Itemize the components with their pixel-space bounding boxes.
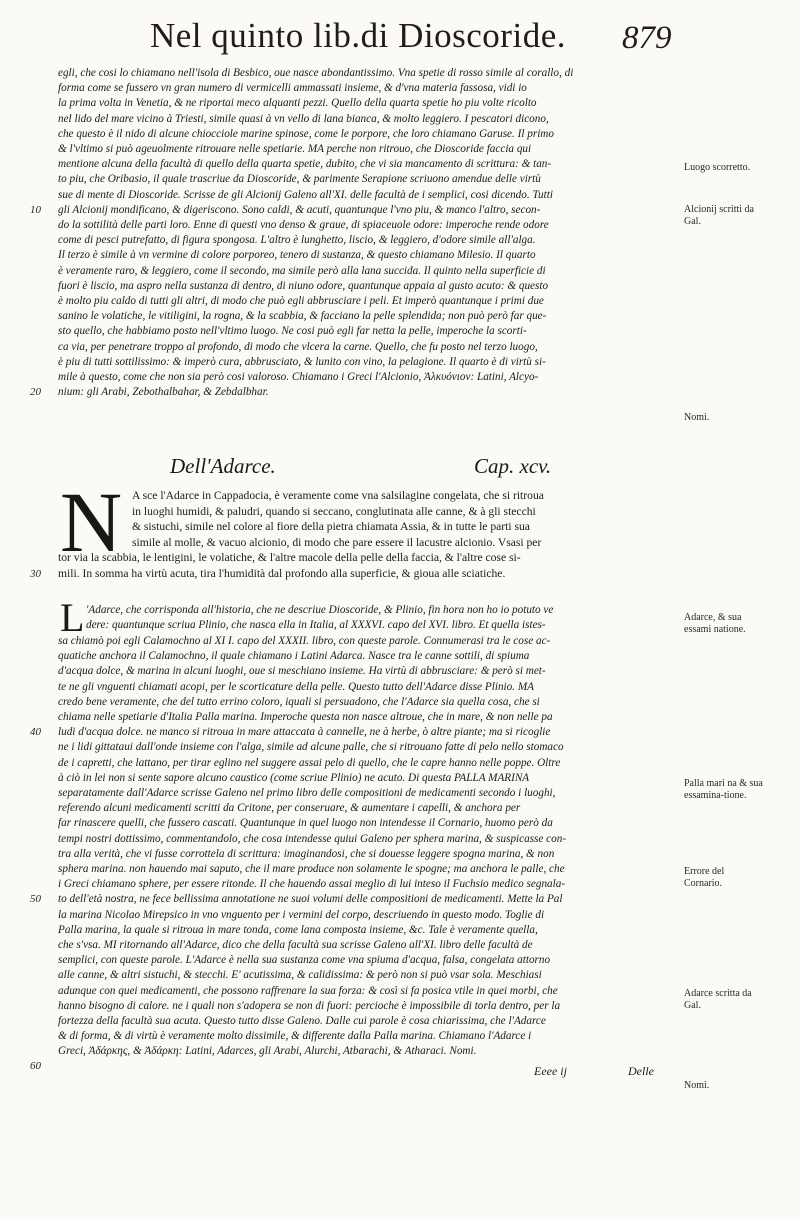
text-line: è veramente raro, & leggiero, come il secondo, ma simile però alla lana succida. Il quinto nella superficie di	[58, 264, 546, 277]
text-line: & di forma, & di virtù è veramente molto dissimile, & differente dalla Palla marina. Chiamano l'Adarce i	[58, 1030, 532, 1043]
line-number: 20	[30, 386, 41, 398]
text-line: 'Adarce, che corrisponda all'historia, che ne descriue Dioscoride, & Plinio, fin hora non ho io potuto ve	[86, 604, 554, 616]
dioscorides-text-continued	[58, 550, 678, 581]
text-line: te ne gli vnguenti chiamati acopi, per le scorticature della pelle. Questo tutto dell'Adarce disse Plinio. MA	[58, 680, 534, 693]
chapter-heading	[170, 454, 600, 484]
text-line: mili. In somma ha virtù acuta, tira l'humidità dal profondo alla superficie, & gioua alle sciatiche.	[58, 566, 506, 580]
text-line: mile à questo, come che non sia però cosi valoroso. Chiamano i Greci l'Alcionio, Ἀλκυόνιον: Latini, Alcyo-	[58, 371, 539, 384]
text-line: quatiche anchora il Calamochno, il quale chiamano i Latini Adarca. Nasce tra le canne sottili, di spiuma	[58, 650, 530, 663]
text-line: fuori è liscio, ma aspro nella sustanza di dentro, di niuno odore, quantunque appaia al gusto acuto: & questo	[58, 279, 549, 292]
chapter-number: Cap. xcv.	[474, 454, 552, 478]
text-line: referendo alcuni medicamenti scritti da Critone, per conseruare, & aumentare i capelli, & anchora per	[58, 802, 521, 815]
text-line: tor via la scabbia, le lentigini, le volatiche, & l'altre macole della pelle della faccia, & l'altre cose si-	[58, 551, 521, 564]
margin-note: Alcionij scritti da Gal.	[684, 204, 754, 227]
commentary-block-alcionij	[58, 66, 678, 400]
line-number: 50	[30, 893, 41, 905]
text-line: la marina Nicolao Mirepsico in vno vnguento per i vermini del corpo, descriuendo in questo modo. Toglie di	[58, 908, 545, 921]
text-line: è piu di tutti sottilissimo: & imperò cura, abbrusciato, & lunito con vino, la pelagione. Il quarto è di virtù si-	[58, 355, 546, 368]
text-line: de i capretti, che lattano, per tirar eglino nel suggere assai pelo di quello, che le capre hanno nelle poppe. Oltre	[58, 756, 561, 769]
text-line: sanino le volatiche, le vitiligini, la rogna, & la scabbia, & facciano la pelle splendida; non può però far que-	[58, 310, 547, 323]
text-line: mentione alcuna della facultà di quello della quarta spetie, dubito, che vi sia mancamento di scrittura: & tan-	[58, 158, 552, 171]
margin-note: Adarce, & sua essami natione.	[684, 612, 746, 635]
text-line: ca via, per penetrare troppo al profondo, di modo che vlcera la carne. Quello, che fu posto nel terzo luogo,	[58, 340, 538, 353]
text-line: come di pesci putrefatto, di figura spongosa. L'altro è lunghetto, liscio, & leggiero, d'odore simile all'alga.	[58, 234, 536, 247]
line-number: 10	[30, 204, 41, 216]
text-line: simile al molle, & vacuo alcionio, di modo che pare essere il lacustre alcionio. Vsasi per	[132, 535, 542, 549]
text-line: dere: quantunque scriua Plinio, che nasca ella in Italia, al XXXVI. capo del XVI. libro. Et quella istes-	[86, 619, 546, 632]
margin-note: Palla mari na & sua essamina-tione.	[684, 778, 763, 801]
text-line: A sce l'Adarce in Cappadocia, è veramente come vna salsilagine congelata, che si ritroua	[132, 489, 544, 502]
text-line: egli, che cosi lo chiamano nell'isola di Besbico, oue nasce abondantissimo. Vna spetie di rosso simile al corallo, di	[58, 67, 574, 79]
text-line: semplici, con queste parole. L'Adarce è nella sua sustanza come vna spiuma d'acqua, falsa, congelata attorno	[58, 954, 551, 967]
margin-note: Nomi.	[684, 412, 710, 423]
running-title: Nel quinto lib.di Dioscoride.	[150, 16, 566, 55]
text-line: che questo è il nido di alcune chiocciole marine spinose, come le porpore, che loro chiamano Garuse. Il primo	[58, 127, 554, 140]
drop-capital: L	[60, 595, 85, 640]
line-number: 40	[30, 726, 41, 738]
text-line: Greci, Ἀδάρκης, & Ἀδάρκη: Latini, Adarces, gli Arabi, Alurchi, Atbarachi, & Atharaci. Nomi.	[58, 1045, 477, 1058]
text-line: tempi nostri dottissimo, commentandolo, che cosa intendesse quiui Galeno per sphera marina, & suspicasse con-	[58, 832, 567, 845]
catchword: Delle	[628, 1064, 654, 1078]
text-line: to dell'età nostra, ne fece bellissima annotatione ne suoi volumi delle compositioni de medicamenti. Mette la Pal	[58, 893, 563, 906]
line-number: 30	[30, 568, 41, 580]
drop-capital: N	[60, 474, 123, 570]
commentary-block-adarce	[86, 603, 678, 633]
margin-note: Luogo scorretto.	[684, 162, 751, 173]
text-line: Il terzo è simile à vn vermine di colore porporeo, tenero di sustanza, & questo chiamano Milesio. Il quarto	[58, 249, 536, 262]
text-line: separatamente dall'Adarce scrisse Galeno nel primo libro delle compositioni de medicamenti secondo i luoghi,	[58, 787, 556, 800]
text-line: far rinascere quelli, che fussero cascati. Quantunque in quel luogo non intendesse il Cornario, huomo però da	[58, 817, 553, 830]
text-line: chiama nelle spetiarie d'Italia Palla marina. Imperoche questa non nasce altroue, che in mare, & non nelle pa	[58, 711, 553, 724]
line-number: 60	[30, 1060, 41, 1072]
page-number: 879	[622, 20, 672, 56]
text-line: fortezza della facultà sua acuta. Questo tutto disse Galeno. Dalle cui parole è cosa chiarissima, che l'Adarce	[58, 1015, 546, 1028]
text-line: d'acqua dolce, & marina in alcuni luoghi, oue si meschiano insieme. Ha virtù di abbrusciare: & però si met-	[58, 665, 546, 678]
text-line: ne i lidi gittataui dall'onde insieme con l'alga, simile ad alcune palle, che si ritrouano fatte di pelo nello stomaco	[58, 741, 564, 754]
text-line: to piu, che Oribasio, il quale trascriue da Dioscoride, & parimente Serapione scriuono amendue delle virtù	[58, 173, 541, 186]
text-line: che s'vsa. MI ritornando all'Adarce, dico che della facultà sua scrisse Galeno all'XI. libro delle facultà de	[58, 939, 533, 952]
margin-note: Adarce scritta da Gal.	[684, 988, 752, 1011]
text-line: tra alla verità, che vi fusse corrottela di scrittura: imaginandosi, che si douesse leggere spogna marina, & non	[58, 847, 555, 860]
text-line: à ciò in lei non si sente sapore alcuno caustico (come scriue Plinio) ne acuto. Di questa PALLA MARINA	[58, 771, 530, 784]
text-line: sa chiamò poi egli Calamochno al XI I. capo del XXXII. libro, con queste parole. Connumerasi tra le cose ac-	[58, 635, 551, 647]
margin-note: Errore del Cornario.	[684, 866, 725, 889]
text-line: gli Alcionij mondificano, & digeriscono. Sono caldi, & acuti, quantunque l'vno piu, & manco l'altro, secon-	[58, 203, 541, 216]
text-line: Palla marina, la quale si ritroua in mare tonda, come lana composta insieme, &c. Tale è veramente quella,	[58, 923, 538, 936]
text-line: & l'vltimo si può ageuolmente ritrouare nelle spetiarie. MA perche non ritrouo, che Dioscoride faccia qui	[58, 143, 532, 156]
dioscorides-text	[132, 488, 678, 550]
text-line: sto quello, che habbiamo posto nell'vltimo luogo. Ne cosi può egli far netta la pelle, imperoche la scorti-	[58, 325, 527, 338]
chapter-title: Dell'Adarce.	[170, 454, 276, 478]
text-line: la prima volta in Venetia, & ne riportai meco alquanti pezzi. Quello della quarta spetie ho piu volte ricolto	[58, 97, 537, 110]
text-line: alle canne, & altri sistuchi, & stecchi. E' acutissima, & calidissima: & però non si può vsar sola. Meschiasi	[58, 969, 542, 982]
text-line: & sistuchi, simile nel colore al fiore della pietra chiamata Assia, & in tutte le parti sua	[132, 520, 530, 534]
text-line: i Greci chiamano sphere, per essere ritonde. Il che hauendo assai meglio di lui inteso il Fuchsio medico segnala-	[58, 878, 566, 891]
commentary-block-adarce-continued	[58, 634, 678, 1060]
text-line: forma come se fussero vn gran numero di vermicelli ammassati insieme, & d'vna materia fassosa, vidi io	[58, 82, 527, 95]
text-line: credo bene veramente, che del tutto errino coloro, iquali si persuadono, che l'Adarce sia quella cosa, che si	[58, 695, 540, 708]
text-line: nium: gli Arabi, Zebothalbahar, & Zebdalbhar.	[58, 386, 269, 399]
text-line: sphera marina. non hauendo mai saputo, che il mare produce non solamente le spogne; ma anchora le palle, che	[58, 863, 565, 876]
text-line: adunque con quei medicamenti, che possono raffrenare la sua forza: & così si fa posica vtile in quei morbi, che	[58, 984, 558, 997]
text-line: hanno bisogno di calore. ne i quali non s'adopera se non di fuori: percioche è impossibile di torla dentro, per la	[58, 999, 561, 1012]
text-line: in luoghi humidi, & paludri, quando si seccano, conglutinata alle canne, & à gli stecchi	[132, 504, 536, 518]
signature-mark: Eeee ij	[534, 1064, 567, 1078]
margin-note: Nomi.	[684, 1080, 710, 1091]
text-line: sue di mente di Dioscoride. Scrisse de gli Alcionij Galeno all'XI. delle facultà de i semplici, cosi dicendo. Tutti	[58, 188, 553, 201]
text-line: è molto piu caldo di tutti gli altri, di modo che può egli abbrusciare i peli. Et imperò quantunque i primi due	[58, 295, 544, 308]
text-line: do la sottilità delle parti loro. Enne di questi vno denso & graue, di spiaceuole odore: imperoche rende odore	[58, 219, 549, 232]
text-line: nel lido del mare vicino à Triesti, simile quasi à vn vello di lana bianca, & molto leggiero. I pescatori dicono,	[58, 112, 549, 125]
text-line: ludi d'acqua dolce. ne manco si ritroua in mare attaccata à cannelle, ne à herbe, ò altre piante; ma si ricoglie	[58, 726, 551, 739]
running-header	[0, 14, 800, 70]
